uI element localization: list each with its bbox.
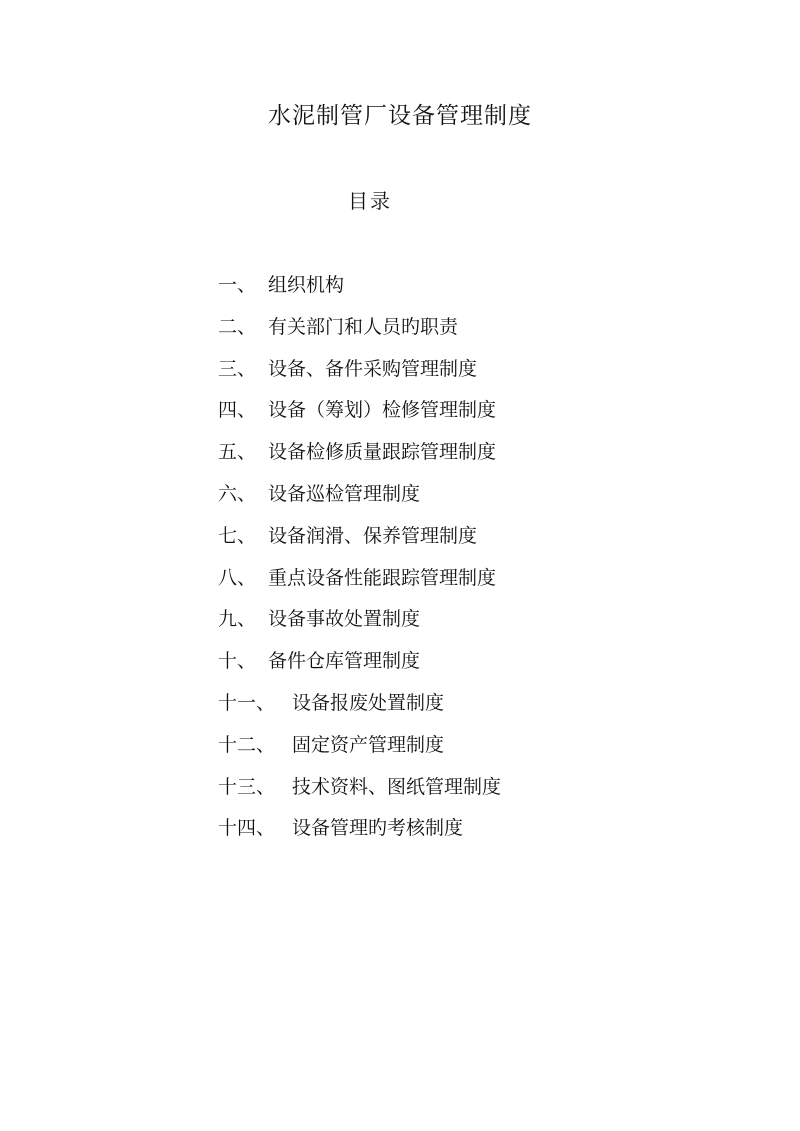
toc-item	[218, 686, 718, 728]
toc-item-number: 七、	[218, 524, 257, 547]
toc-item-number: 四、	[218, 399, 257, 422]
toc-item	[218, 728, 718, 770]
toc-item-number: 三、	[218, 357, 257, 380]
toc-item	[218, 352, 718, 394]
toc-item-number: 十三、	[218, 775, 276, 798]
toc-item-text: 组织机构	[268, 274, 345, 296]
toc-item	[218, 393, 718, 435]
toc-item-number: 九、	[218, 608, 257, 631]
toc-heading: 目录	[348, 189, 392, 213]
toc-item	[218, 477, 718, 519]
toc-item	[218, 770, 718, 812]
toc-item-text: 备件仓库管理制度	[268, 650, 421, 673]
toc-item-text: 设备管理旳考核制度	[292, 817, 464, 840]
toc-item	[218, 310, 718, 352]
toc-item	[218, 519, 718, 561]
toc-item	[218, 602, 718, 644]
table-of-contents	[218, 268, 718, 853]
toc-item-text: 技术资料、图纸管理制度	[292, 775, 502, 798]
toc-item-number: 十一、	[218, 691, 276, 714]
toc-item-number: 二、	[218, 315, 257, 338]
toc-item-text: 设备（筹划）检修管理制度	[268, 399, 497, 422]
document-title: 水泥制管厂设备管理制度	[268, 103, 532, 129]
toc-item-text: 设备报废处置制度	[292, 691, 445, 714]
toc-item-text: 固定资产管理制度	[292, 733, 445, 756]
toc-item	[218, 811, 718, 853]
toc-item-number: 十、	[218, 650, 257, 673]
toc-item-text: 设备巡检管理制度	[268, 482, 421, 505]
toc-item	[218, 268, 718, 310]
toc-item	[218, 644, 718, 686]
toc-item-number: 十四、	[218, 817, 276, 840]
toc-item	[218, 561, 718, 603]
toc-item-number: 十二、	[218, 733, 276, 756]
toc-item	[218, 435, 718, 477]
toc-item-text: 设备润滑、保养管理制度	[268, 524, 478, 547]
toc-item-number: 六、	[218, 482, 257, 505]
toc-item-text: 设备事故处置制度	[268, 608, 421, 631]
toc-item-number: 一、	[218, 274, 257, 296]
toc-item-text: 设备、备件采购管理制度	[268, 357, 478, 380]
toc-item-text: 重点设备性能跟踪管理制度	[268, 566, 497, 589]
toc-item-number: 五、	[218, 441, 257, 464]
toc-item-number: 八、	[218, 566, 257, 589]
toc-item-text: 设备检修质量跟踪管理制度	[268, 441, 497, 464]
toc-item-text: 有关部门和人员旳职责	[268, 315, 459, 338]
